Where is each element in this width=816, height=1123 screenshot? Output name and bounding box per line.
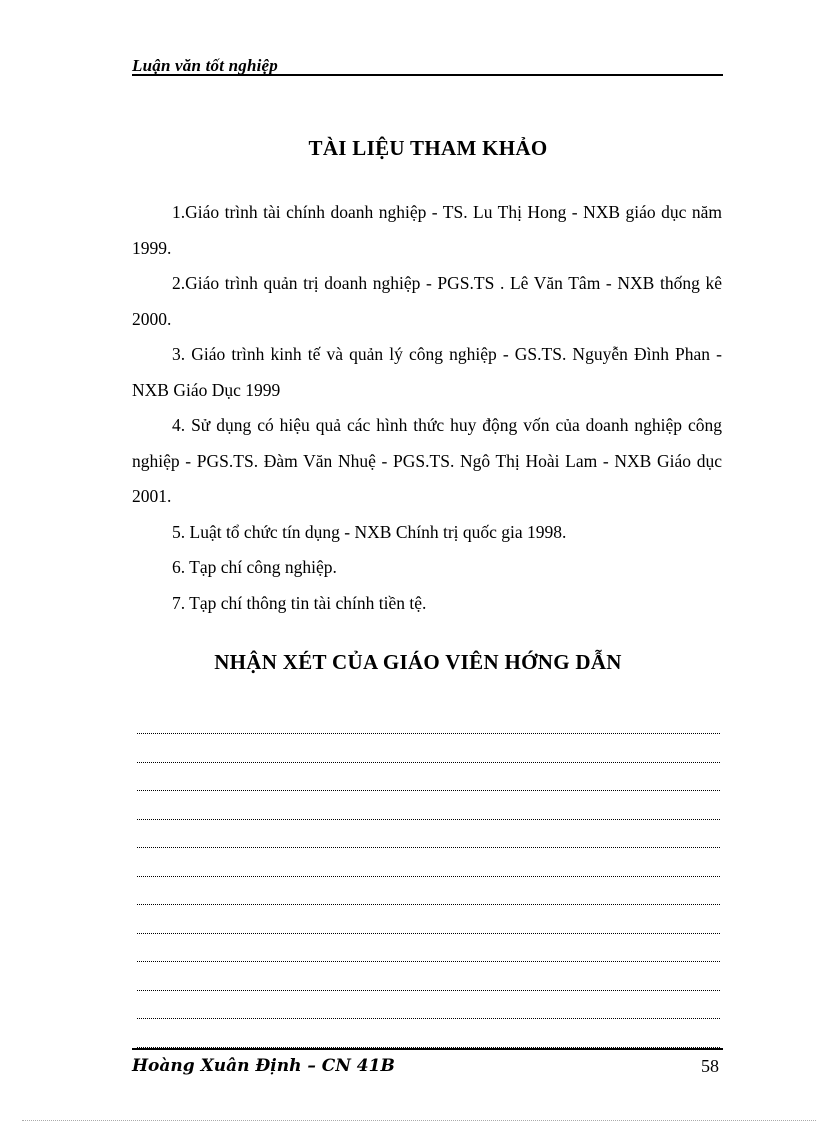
running-title: Luận văn tốt nghiệp [132,56,278,75]
references-title: TÀI LIỆU THAM KHẢO [308,136,548,160]
reference-item-7: 7. Tạp chí thông tin tài chính tiền tệ. [172,592,427,613]
dotted-line [137,934,720,963]
reference-item-2: 2.Giáo trình quản trị doanh nghiệp - PGS.TS . Lê Văn Tâm - NXB thống kê 2000. [132,273,722,329]
page-number: 58 [701,1056,719,1076]
reference-item-1: 1.Giáo trình tài chính doanh nghiệp - TS. Lu Thị Hong - NXB giáo dục năm 1999. [132,202,722,258]
dotted-line [137,791,720,820]
reference-item-6: 6. Tạp chí công nghiệp. [172,557,337,577]
dotted-line [137,991,720,1020]
review-title: NHẬN XÉT CỦA GIÁO VIÊN HỚNG DẪN [214,650,622,674]
reference-list [132,195,722,621]
page-footer [132,1048,723,1076]
dotted-line [137,1019,720,1048]
reference-item-4: 4. Sử dụng có hiệu quả các hình thức huy động vốn của doanh nghiệp công nghiệp - PGS.TS. Đàm Văn Nhuệ - PGS.TS. Ngô Thị Hoài Lam - NXB Giáo dục 2001. [132,415,722,506]
dotted-line [137,820,720,849]
review-writing-area [137,733,720,1048]
dotted-line [137,877,720,906]
dotted-line [137,763,720,792]
footer-author: Hoàng Xuân Định – CN 41B [132,1056,395,1076]
reference-item-5: 5. Luật tổ chức tín dụng - NXB Chính trị quốc gia 1998. [172,521,567,542]
reference-item-3: 3. Giáo trình kinh tế và quản lý công nghiệp - GS.TS. Nguyễn Đình Phan - NXB Giáo Dục 1999 [132,344,722,400]
page-edge-divider [22,1120,816,1121]
dotted-line [137,905,720,934]
dotted-line [137,962,720,991]
dotted-line [137,734,720,763]
page-header [132,54,723,76]
dotted-line [137,848,720,877]
